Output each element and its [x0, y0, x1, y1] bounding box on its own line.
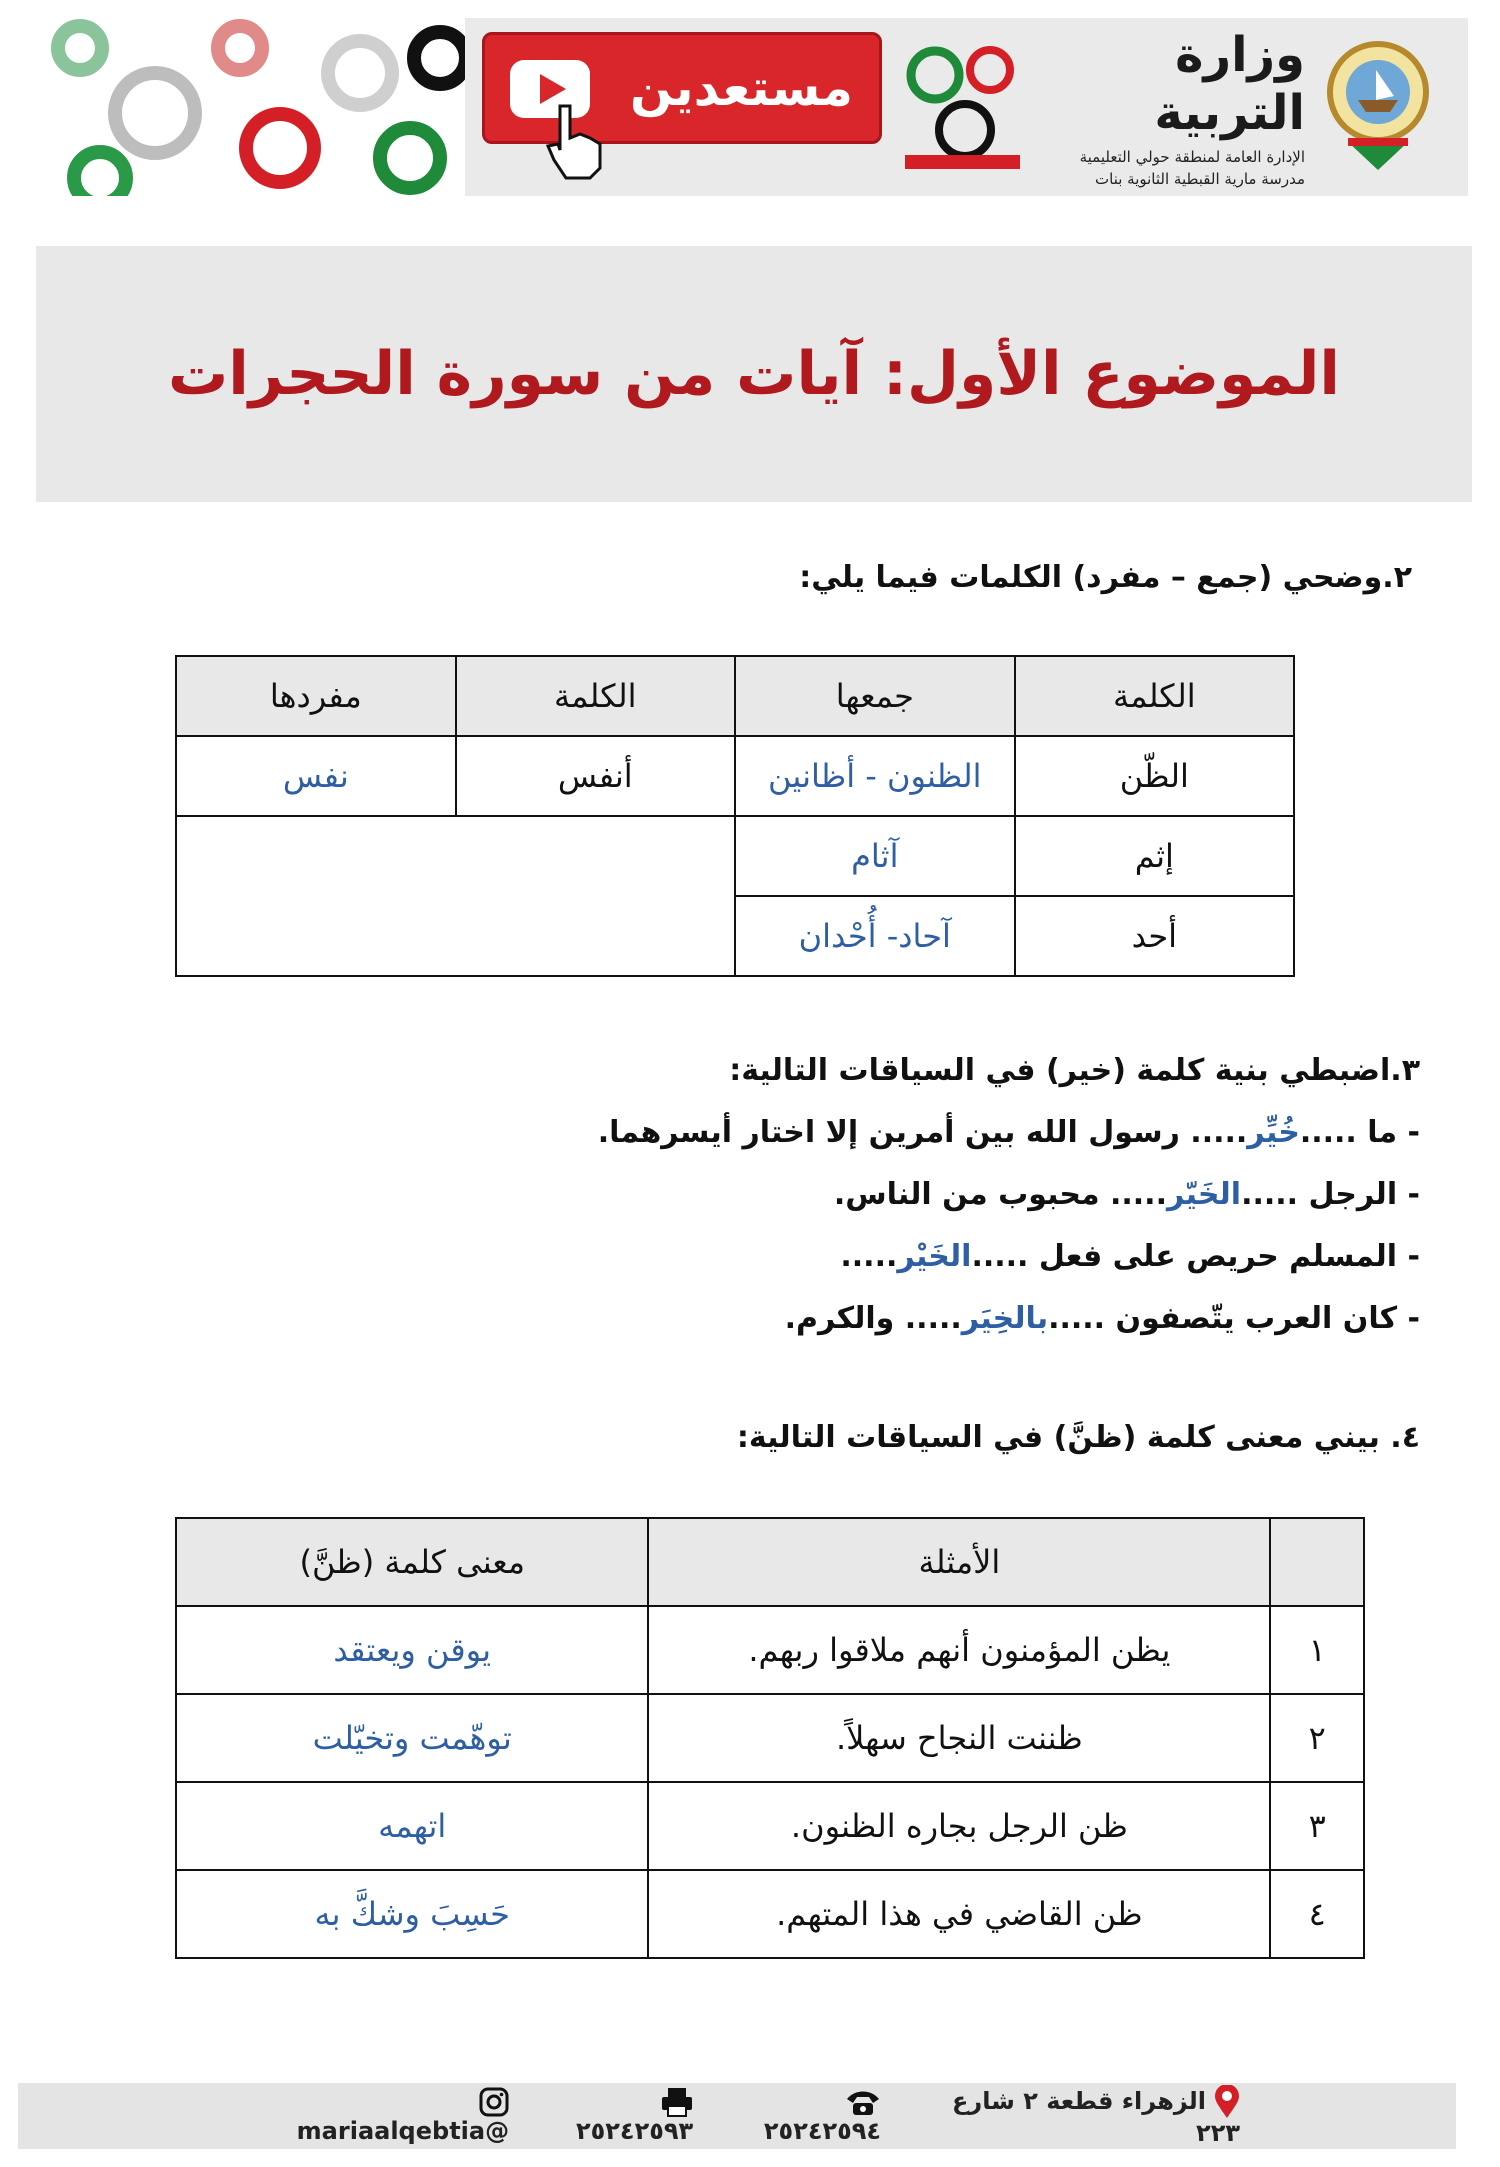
page-title: الموضوع الأول: آيات من سورة الحجرات — [168, 339, 1340, 409]
line-text: ..... رسول الله بين أمرين إلا اختار أيسرهما. — [597, 1115, 1248, 1150]
table-row — [176, 1606, 1364, 1694]
question-4-prompt: ٤. بيني معنى كلمة (ظنَّ) في السياقات التالية: — [736, 1420, 1420, 1455]
meaning-answer-cell: اتهمه — [176, 1782, 648, 1870]
table-row — [176, 1870, 1364, 1958]
word-cell: أنفس — [456, 736, 735, 816]
line-text: - المسلم حريص على فعل ..... — [971, 1239, 1420, 1274]
footer-contacts — [270, 2087, 1240, 2147]
table-header-cell: مفردها — [176, 656, 456, 736]
table-header-cell: الكلمة — [1015, 656, 1294, 736]
example-cell: ظن الرجل بجاره الظنون. — [648, 1782, 1270, 1870]
fax-text: ٢٥٢٤٢٥٩٣ — [575, 2117, 694, 2145]
school-logo-icon — [895, 30, 1030, 180]
row-number: ٤ — [1270, 1870, 1364, 1958]
location-pin-icon — [1214, 2085, 1240, 2119]
question-3-prompt: ٣.اضبطي بنية كلمة (خير) في السياقات التالية: — [729, 1053, 1420, 1088]
plural-answer-cell: الظنون - أظانين — [735, 736, 1015, 816]
address-text: الزهراء قطعة ٢ شارع ٢٢٣ — [952, 2087, 1240, 2147]
table-row — [176, 736, 1294, 816]
line-text: ..... والكرم. — [784, 1301, 962, 1336]
row-number: ٣ — [1270, 1782, 1364, 1870]
fax-icon — [661, 2087, 693, 2117]
example-cell: ظننت النجاح سهلاً. — [648, 1694, 1270, 1782]
line-text: - ما ..... — [1299, 1115, 1420, 1150]
table-row — [176, 1694, 1364, 1782]
table-header-row — [176, 656, 1294, 736]
meaning-answer-cell: توهّمت وتخيّلت — [176, 1694, 648, 1782]
meaning-answer-cell: يوقن ويعتقد — [176, 1606, 648, 1694]
gears-decoration — [40, 18, 465, 196]
answer-word: بالخِيَر — [961, 1301, 1049, 1336]
context-line — [120, 1226, 1420, 1288]
instagram-handle[interactable]: @mariaalqebtia — [296, 2117, 510, 2145]
word-cell: إثم — [1015, 816, 1294, 896]
channel-button-label: مستعدين — [629, 59, 853, 117]
ministry-block — [1035, 26, 1305, 188]
answer-word: الخَيْر — [897, 1239, 972, 1274]
table-row — [176, 816, 1294, 896]
ministry-title: وزارة التربية — [1154, 27, 1305, 141]
word-cell: أحد — [1015, 896, 1294, 976]
line-text: - الرجل ..... — [1241, 1177, 1420, 1212]
phone-text: ٢٥٢٤٢٥٩٤ — [763, 2116, 882, 2145]
plural-singular-table — [175, 655, 1295, 977]
footer-phone — [727, 2088, 881, 2145]
example-cell: يظن المؤمنون أنهم ملاقوا ربهم. — [648, 1606, 1270, 1694]
hand-cursor-icon — [540, 98, 610, 182]
answer-word: الخَيّر — [1166, 1177, 1242, 1212]
meanings-table — [175, 1517, 1365, 1959]
table-header-row — [176, 1518, 1364, 1606]
meaning-answer-cell: حَسِبَ وشكَّ به — [176, 1870, 648, 1958]
footer-instagram[interactable] — [270, 2087, 509, 2145]
table-header-cell: معنى كلمة (ظنَّ) — [176, 1518, 648, 1606]
directorate-name: الإدارة العامة لمنطقة حولي التعليمية — [1079, 148, 1305, 166]
table-header-cell: الكلمة — [456, 656, 735, 736]
context-line — [120, 1288, 1420, 1350]
row-number: ٢ — [1270, 1694, 1364, 1782]
line-text: ..... — [840, 1239, 898, 1274]
word-cell: الظّن — [1015, 736, 1294, 816]
example-cell: ظن القاضي في هذا المتهم. — [648, 1870, 1270, 1958]
answer-word: خُيِّر — [1247, 1115, 1300, 1150]
instagram-icon — [479, 2087, 509, 2117]
table-header-cell — [1270, 1518, 1364, 1606]
line-text: ..... محبوب من الناس. — [833, 1177, 1167, 1212]
footer-address — [915, 2085, 1240, 2147]
row-number: ١ — [1270, 1606, 1364, 1694]
table-row — [176, 1782, 1364, 1870]
table-header-cell: جمعها — [735, 656, 1015, 736]
plural-answer-cell: آثام — [735, 816, 1015, 896]
telephone-icon — [845, 2089, 881, 2117]
table-header-cell: الأمثلة — [648, 1518, 1270, 1606]
line-text: - كان العرب يتّصفون ..... — [1048, 1301, 1420, 1336]
school-name: مدرسة مارية القبطية الثانوية بنات — [1095, 170, 1305, 188]
question-3 — [120, 1040, 1420, 1350]
kuwait-emblem-icon — [1318, 30, 1438, 180]
singular-answer-cell: نفس — [176, 736, 456, 816]
context-line — [120, 1102, 1420, 1164]
plural-answer-cell: آحاد- أُحْدان — [735, 896, 1015, 976]
empty-cell — [176, 816, 735, 976]
question-2-prompt: ٢.وضحي (جمع – مفرد) الكلمات فيما يلي: — [799, 560, 1412, 595]
context-line — [120, 1164, 1420, 1226]
footer-fax — [543, 2087, 693, 2145]
